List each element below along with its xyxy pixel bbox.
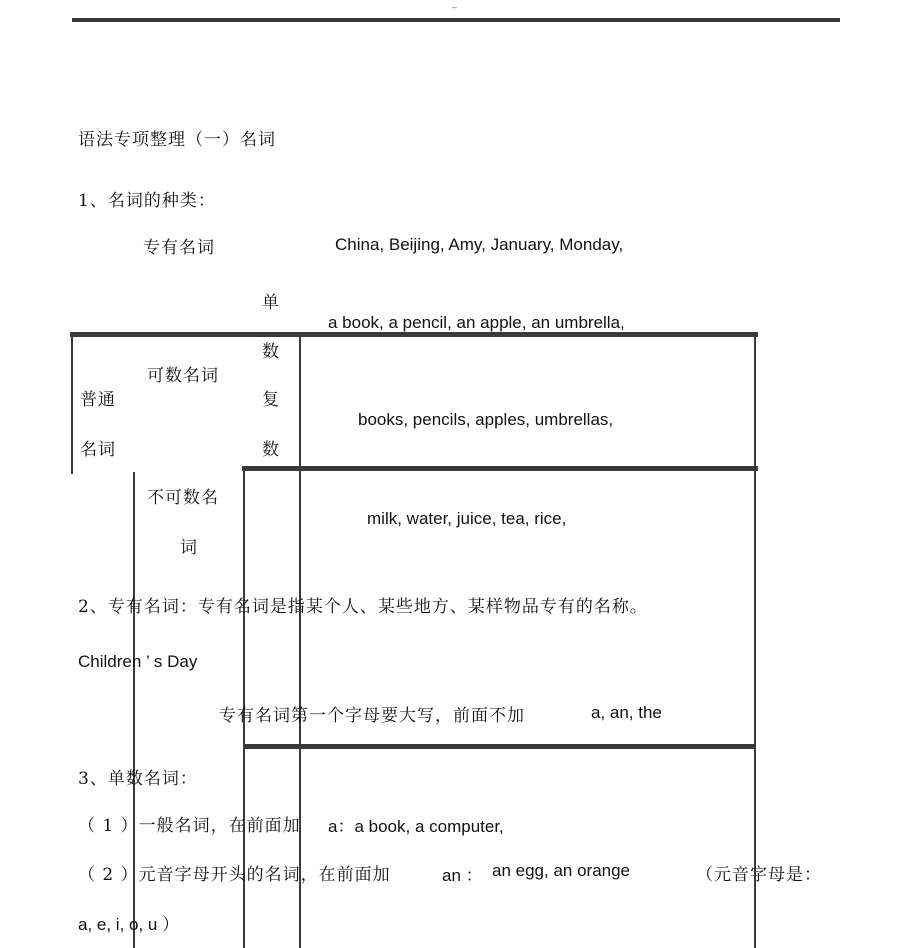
page-title: 语法专项整理（一）名词	[78, 130, 276, 150]
table-col-right	[754, 334, 756, 948]
header-rule	[72, 18, 840, 22]
section2-example: Children ’ s Day	[78, 652, 198, 671]
plural-examples: books, pencils, apples, umbrellas,	[358, 410, 614, 429]
uncountable-label-1: 不可数名	[147, 488, 219, 508]
singular-label-1: 单	[262, 293, 280, 313]
section1-heading: 1、名词的种类：	[78, 191, 216, 211]
uncountable-label-2: 词	[180, 538, 198, 558]
common-label-2: 名词	[80, 440, 116, 460]
table-col-left	[71, 334, 73, 474]
header-mark: --	[452, 4, 458, 12]
countable-label: 可数名词	[147, 366, 219, 386]
singular-label-2: 数	[262, 342, 280, 362]
singular-examples: a book, a pencil, an apple, an umbrella,	[328, 313, 625, 332]
proper-noun-examples: China, Beijing, Amy, January, Monday,	[335, 235, 624, 254]
section3-heading: 3、单数名词：	[78, 769, 198, 789]
section3-item2-vowels: a, e, i, o, u ）	[78, 915, 180, 934]
section3-item2-article: an ：	[442, 866, 483, 885]
proper-noun-label: 专有名词	[143, 238, 215, 258]
section3-item2-note: （元音字母是：	[696, 865, 822, 885]
plural-label-2: 数	[262, 440, 280, 460]
section3-item2-prefix: （ 2 ）元音字母开头的名词，在前面加	[78, 865, 391, 885]
section2-rule-articles: a, an, the	[591, 703, 662, 722]
section2-heading: 2、专有名词：专有名词是指某个人、某些地方、某样物品专有的名称。	[78, 597, 648, 617]
plural-label-1: 复	[262, 390, 280, 410]
table-rule-lower	[244, 744, 756, 749]
section3-item1-prefix: （ 1 ）一般名词，在前面加	[78, 816, 301, 836]
uncountable-examples: milk, water, juice, tea, rice,	[367, 509, 567, 528]
section3-item2-example: an egg, an orange	[492, 861, 631, 880]
section3-item1-example: a：a book, a computer,	[328, 817, 504, 836]
table-rule-top	[70, 332, 758, 337]
common-label-1: 普通	[80, 390, 116, 410]
table-col-c	[299, 334, 301, 948]
section2-rule-text: 专有名词第一个字母要大写，前面不加	[219, 706, 525, 726]
table-rule-middle	[242, 466, 758, 471]
